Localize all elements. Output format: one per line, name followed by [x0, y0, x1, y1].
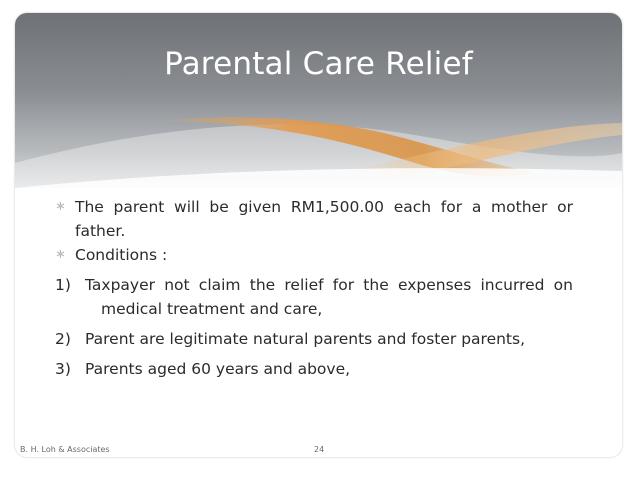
slide-title: Parental Care Relief — [164, 46, 473, 82]
title-banner — [15, 13, 622, 188]
bullet-text: The parent will be given RM1,500.00 each for a mother or father. — [75, 198, 573, 240]
bullet-item — [43, 195, 573, 243]
condition-text: Taxpayer not claim the relief for the expenses incurred on medical treatment and care, — [85, 276, 573, 318]
footer-company: B. H. Loh & Associates — [20, 445, 110, 454]
bullet-marker: ∗ — [55, 199, 66, 214]
slide — [15, 13, 622, 457]
condition-item — [43, 273, 573, 321]
condition-item — [43, 357, 573, 381]
condition-number: 2) — [55, 330, 71, 348]
bullet-marker: ∗ — [55, 247, 66, 262]
condition-item — [43, 327, 573, 351]
slide-body — [43, 195, 573, 381]
condition-text: Parent are legitimate natural parents and foster parents, — [85, 330, 526, 348]
bullet-item — [43, 243, 573, 267]
condition-number: 3) — [55, 360, 71, 378]
page-number: 24 — [314, 445, 325, 454]
condition-text: Parents aged 60 years and above, — [85, 360, 351, 378]
bullet-text: Conditions : — [75, 246, 168, 264]
orange-wave-decoration — [15, 13, 622, 188]
condition-number: 1) — [55, 276, 71, 294]
